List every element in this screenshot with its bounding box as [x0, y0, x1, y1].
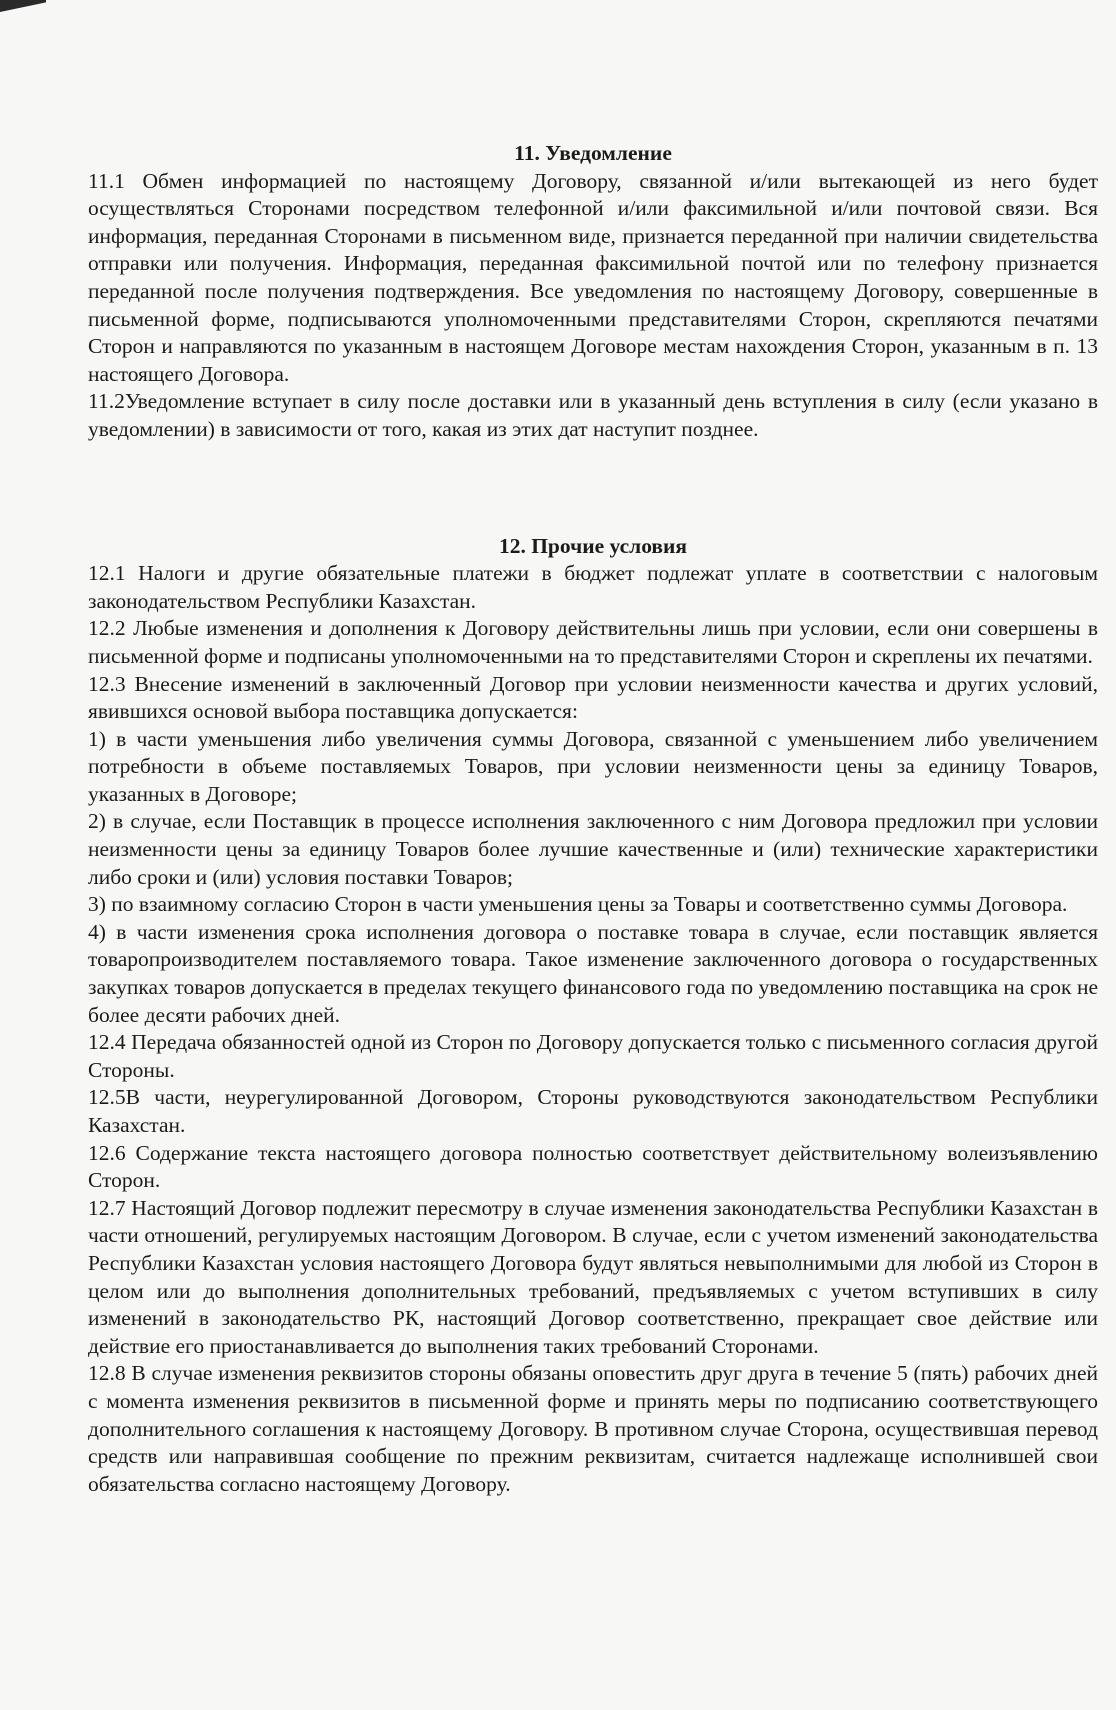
clause-11-1: 11.1 Обмен информацией по настоящему Договору, связанной и/или вытекающей из него будет осуществляться Сторонами посредством телефонной и/или факсимильной и/или почтовой связи. Вся информация, переданная Сторонами в письменном виде, признается переданной при наличии свидетельства отправки или получения. Информация, переданная факсимильной почтой или по телефону признается переданной после получения подтверждения. Все уведомления по настоящему Договору, совершенные в письменной форме, подписываются уполномоченными представителями Сторон, скрепляются печатями Сторон и направляются по указанным в настоящем Договоре местам нахождения Сторон, указанным в п. 13 настоящего Договора.	[88, 168, 1098, 386]
clause-12-3-item-1: 1) в части уменьшения либо увеличения суммы Договора, связанной с уменьшением либо увеличением потребности в объеме поставляемых Товаров, при условии неизменности цены за единицу Товаров, указанных в Договоре;	[88, 726, 1098, 806]
section-notification	[88, 140, 1098, 444]
section-title: 11. Уведомление	[514, 141, 672, 165]
clause-12-8: 12.8 В случае изменения реквизитов стороны обязаны оповестить друг друга в течение 5 (пять) рабочих дней с момента изменения реквизитов в письменной форме и принять меры по подписанию соответствующего дополнительного соглашения к настоящему Договору. В противном случае Сторона, осуществившая перевод средств или направившая сообщение по прежним реквизитам, считается надлежаще исполнившей свои обязательства согласно настоящему Договору.	[88, 1361, 1098, 1496]
clause-11-2: 11.2Уведомление вступает в силу после доставки или в указанный день вступления в силу (если указано в уведомлении) в зависимости от того, какая из этих дат наступит позднее.	[88, 389, 1098, 441]
scan-corner-mark	[0, 0, 46, 12]
clause-12-2: 12.2 Любые изменения и дополнения к Договору действительны лишь при условии, если они совершены в письменной форме и подписаны уполномоченными на то представителями Сторон и скреплены их печатями.	[88, 616, 1098, 668]
clause-12-7: 12.7 Настоящий Договор подлежит пересмотру в случае изменения законодательства Республики Казахстан в части отношений, регулируемых настоящим Договором. В случае, если с учетом изменений законодательства Республики Казахстан условия настоящего Договора будут являться невыполнимыми для любой из Сторон в целом или до выполнения дополнительных требований, предъявляемых с учетом вступивших в силу изменений в законодательство РК, настоящий Договор соответственно, прекращает свое действие или действие его приостанавливается до выполнения таких требований Сторонами.	[88, 1195, 1098, 1358]
section-title: 12. Прочие условия	[498, 533, 688, 558]
clause-12-5: 12.5В части, неурегулированной Договором, Стороны руководствуются законодательством Республики Казахстан.	[88, 1085, 1098, 1137]
section-other-terms	[88, 533, 1098, 1499]
clause-12-3-item-4: 4) в части изменения срока исполнения договора о поставке товара в случае, если поставщик является товаропроизводителем поставляемого товара. Такое изменение заключенного договора о государственных закупках товаров допускается в пределах текущего финансового года по уведомлению поставщика на срок не более десяти рабочих дней.	[88, 919, 1098, 1027]
clause-12-3-item-2: 2) в случае, если Поставщик в процессе исполнения заключенного с ним Договора предложил при условии неизменности цены за единицу Товаров более лучшие качественные и (или) технические характеристики либо сроки и (или) условия поставки Товаров;	[88, 809, 1098, 889]
clause-12-3: 12.3 Внесение изменений в заключенный Договор при условии неизменности качества и других условий, явившихся основой выбора поставщика допускается:	[88, 671, 1098, 724]
clause-12-6: 12.6 Содержание текста настоящего договора полностью соответствует действительному волеизъявлению Сторон.	[88, 1140, 1098, 1193]
clause-12-1: 12.1 Налоги и другие обязательные платежи в бюджет подлежат уплате в соответствии с налоговым законодательством Республики Казахстан.	[88, 561, 1098, 613]
document-body	[88, 140, 1098, 1498]
clause-12-4: 12.4 Передача обязанностей одной из Сторон по Договору допускается только с письменного согласия другой Стороны.	[88, 1030, 1098, 1082]
clause-12-3-item-3: 3) по взаимному согласию Сторон в части уменьшения цены за Товары и соответственно суммы Договора.	[88, 892, 1068, 917]
